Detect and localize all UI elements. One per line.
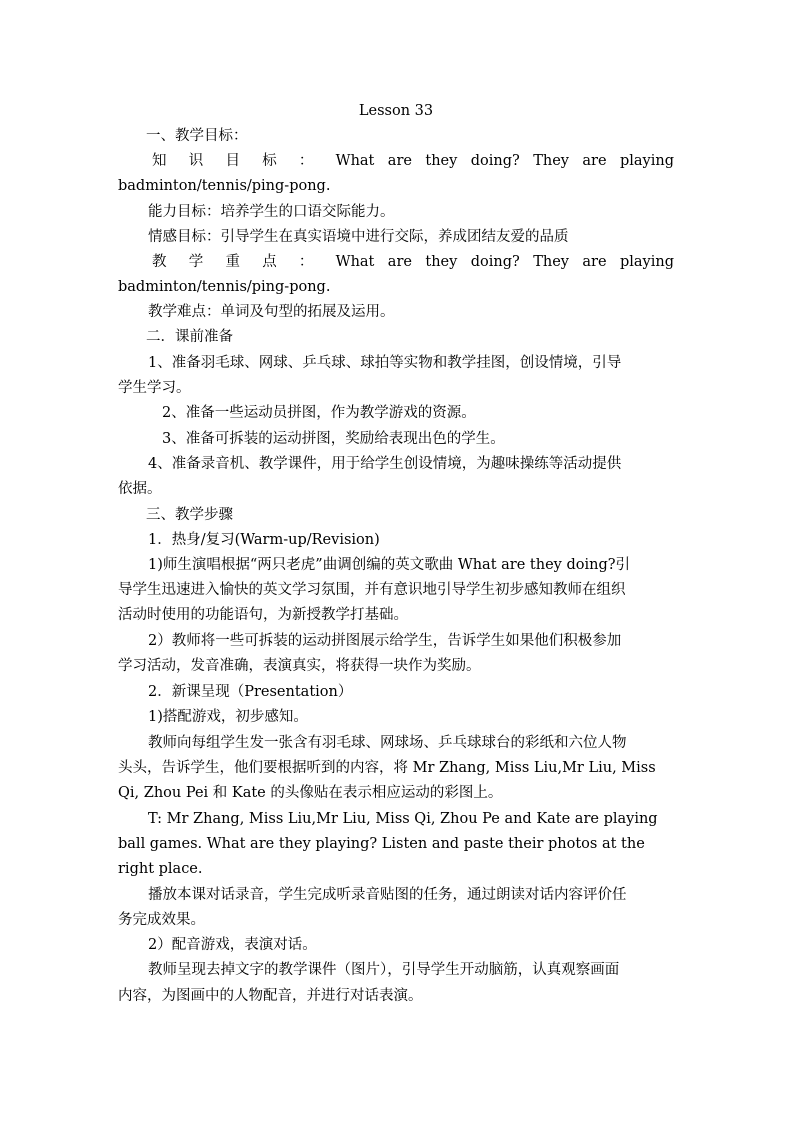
presentation-activity-2-heading: 2）配音游戏，表演对话。 bbox=[148, 937, 317, 953]
warmup-item-2-line-1: 2）教师将一些可拆装的运动拼图展示给学生，告诉学生如果他们积极参加 bbox=[148, 633, 622, 649]
knowledge-objective-line-1: 知 识 目 标 ： What are they doing? They are playing bbox=[152, 153, 674, 169]
recording-task-line-2: 务完成效果。 bbox=[118, 912, 205, 928]
preparation-item-4-line-1: 4、准备录音机、教学课件，用于给学生创设情境，为趣味操练等活动提供 bbox=[148, 456, 622, 472]
teaching-key-point-line-2: badminton/tennis/ping-pong. bbox=[118, 279, 331, 295]
emotion-objective: 情感目标：引导学生在真实语境中进行交际，养成团结友爱的品质 bbox=[148, 229, 569, 245]
presentation-activity-2-line-2: 内容，为图画中的人物配音，并进行对话表演。 bbox=[118, 988, 423, 1004]
teaching-key-point-line-1: 教 学 重 点 ： What are they doing? They are playing bbox=[152, 254, 674, 270]
step-warmup-heading: 1．热身/复习(Warm-up/Revision) bbox=[148, 532, 380, 548]
lesson-title: Lesson 33 bbox=[358, 103, 434, 119]
presentation-activity-1-line-1: 教师向每组学生发一张含有羽毛球、网球场、乒乓球球台的彩纸和六位人物 bbox=[148, 735, 627, 751]
step-presentation-heading: 2．新课呈现（Presentation） bbox=[148, 684, 353, 700]
presentation-activity-1-line-2: 头头，告诉学生，他们要根据听到的内容，将 Mr Zhang, Miss Liu,Mr Liu, Miss bbox=[118, 760, 656, 776]
warmup-item-1-line-3: 活动时使用的功能语句，为新授教学打基础。 bbox=[118, 607, 408, 623]
warmup-item-1-line-2: 导学生迅速进入愉快的英文学习氛围，并有意识地引导学生初步感知教师在组织 bbox=[118, 582, 626, 598]
presentation-activity-1-heading: 1)搭配游戏，初步感知。 bbox=[148, 709, 308, 725]
section-heading-preparation: 二．课前准备 bbox=[146, 329, 233, 345]
teacher-dialogue-line-1: T: Mr Zhang, Miss Liu,Mr Liu, Miss Qi, Zhou Pe and Kate are playing bbox=[148, 811, 658, 827]
recording-task-line-1: 播放本课对话录音，学生完成听录音贴图的任务，通过朗读对话内容评价任 bbox=[148, 887, 627, 903]
ability-objective: 能力目标：培养学生的口语交际能力。 bbox=[148, 204, 395, 220]
presentation-activity-2-line-1: 教师呈现去掉文字的教学课件（图片），引导学生开动脑筋，认真观察画面 bbox=[148, 962, 620, 978]
preparation-item-3: 3、准备可拆装的运动拼图，奖励给表现出色的学生。 bbox=[162, 431, 505, 447]
teacher-dialogue-line-2: ball games. What are they playing? Listen and paste their photos at the bbox=[118, 836, 645, 852]
warmup-item-1-line-1: 1)师生演唱根据“两只老虎”曲调创编的英文歌曲 What are they doing?引 bbox=[148, 557, 630, 573]
presentation-activity-1-line-3: Qi, Zhou Pei 和 Kate 的头像贴在表示相应运动的彩图上。 bbox=[118, 785, 503, 801]
section-heading-objectives: 一、教学目标： bbox=[146, 128, 248, 144]
knowledge-objective-line-2: badminton/tennis/ping-pong. bbox=[118, 178, 331, 194]
preparation-item-1-line-2: 学生学习。 bbox=[118, 380, 191, 396]
preparation-item-1-line-1: 1、准备羽毛球、网球、乒乓球、球拍等实物和教学挂图，创设情境，引导 bbox=[148, 355, 622, 371]
preparation-item-4-line-2: 依据。 bbox=[118, 481, 162, 497]
warmup-item-2-line-2: 学习活动，发音准确，表演真实，将获得一块作为奖励。 bbox=[118, 658, 481, 674]
teaching-difficulty: 教学难点：单词及句型的拓展及运用。 bbox=[148, 304, 395, 320]
teacher-dialogue-line-3: right place. bbox=[118, 861, 203, 877]
section-heading-steps: 三、教学步骤 bbox=[146, 507, 233, 523]
preparation-item-2: 2、准备一些运动员拼图，作为教学游戏的资源。 bbox=[162, 405, 476, 421]
